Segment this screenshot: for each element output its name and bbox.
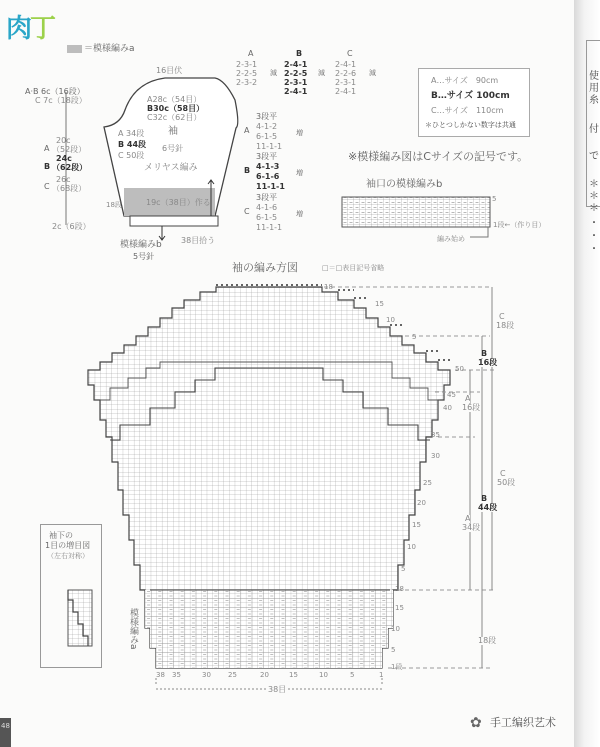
- page-number: 48: [0, 718, 11, 747]
- increase-rule: 11-1-1: [256, 142, 283, 151]
- cap-row-label: 18: [324, 283, 333, 291]
- rib-row-label: 5: [391, 646, 396, 654]
- increase-rule: 6-1-6: [256, 172, 280, 181]
- stitch-label: 5: [350, 671, 355, 679]
- decrease-size-header: B: [296, 49, 303, 58]
- increase-rule: 4-1-3: [256, 162, 280, 171]
- stitch-label: 15: [289, 671, 298, 679]
- length-b-cm: 24c: [56, 154, 72, 163]
- decrease-rule: 2-3-1: [284, 78, 308, 87]
- dimension-size: A: [465, 514, 471, 523]
- dimension-rows: 16段: [462, 403, 481, 412]
- dimension-rows: 50段: [497, 478, 516, 487]
- increase-size-label: B: [244, 166, 251, 175]
- facing-page-char: ＊: [589, 179, 599, 190]
- increase-rule: 3段平: [256, 193, 278, 202]
- cap-row-label: 15: [375, 300, 384, 308]
- dimension-rows: 16段: [478, 358, 498, 367]
- decrease-rule: 2-3-2: [236, 78, 258, 87]
- logo-accent: 丁: [30, 14, 55, 44]
- rib-rows: 18段: [106, 201, 122, 209]
- rib-pattern-label: 模様編みa: [128, 608, 138, 650]
- facing-page-char: 使: [589, 71, 599, 82]
- wechat-icon: ✿: [470, 715, 482, 731]
- cuff-chart-title: 袖口の模様編みb: [366, 179, 443, 190]
- schematic-title: 袖: [168, 126, 178, 137]
- dimension-rows: 18段: [496, 321, 515, 330]
- decrease-rule: 2-3-1: [236, 60, 258, 69]
- facing-page-char: ・: [589, 231, 599, 242]
- rib-pattern-area: [140, 590, 403, 671]
- rib-row-label: 18: [395, 585, 404, 593]
- body-row-label: 50: [455, 365, 464, 373]
- size-legend-box: [418, 68, 530, 137]
- cap-row-label: 10: [386, 316, 395, 324]
- length-c-cm: 26c: [56, 175, 71, 184]
- decrease-label: 減: [318, 69, 325, 77]
- body-row-label: 30: [431, 452, 440, 460]
- decrease-rule: 2-4-1: [284, 87, 308, 96]
- pick-up: 38目拾う: [181, 236, 216, 245]
- main-chart-title: 袖の編み方図: [232, 261, 298, 274]
- facing-page-char: 糸: [589, 95, 599, 106]
- body-row-label: 35: [431, 431, 440, 439]
- body-row-label: 40: [443, 404, 452, 412]
- width-top-a: A28c（54目）: [147, 95, 202, 104]
- cap-height-c: C 7c（18段）: [35, 96, 87, 105]
- stitch-type: メリヤス編み: [144, 163, 198, 173]
- dimension-size: B: [481, 349, 488, 358]
- cuff-chart-grid: [342, 197, 490, 227]
- inset-title-1: 袖下の: [49, 531, 73, 540]
- size-note: ＊ひとつしかない数字は共通: [425, 121, 516, 129]
- increase-rule: 11-1-1: [256, 223, 283, 232]
- decrease-rule: 2-3-1: [335, 78, 357, 87]
- logo-text: 肉: [6, 14, 31, 44]
- rib-row-label: 15: [395, 604, 404, 612]
- facing-page-char: ・: [589, 218, 599, 229]
- stitch-label: 20: [260, 671, 269, 679]
- length-a-rows: （52段）: [52, 145, 87, 154]
- dimension-size: C: [500, 469, 506, 478]
- body-row-label: 10: [407, 543, 416, 551]
- facing-page-char: ・: [589, 244, 599, 255]
- cuff-row-start: 1段←（作り目）: [493, 221, 546, 229]
- facing-page-char: ＊: [589, 203, 599, 214]
- decrease-size-header: C: [347, 49, 353, 58]
- length-a-size: A: [44, 144, 50, 153]
- decrease-rule: 2-2-5: [284, 69, 308, 78]
- decrease-size-header: A: [248, 49, 254, 58]
- increase-label: 増: [296, 129, 303, 137]
- inset-title-2: 1目の増目図: [45, 541, 91, 550]
- increase-rule: 6-1-5: [256, 213, 278, 222]
- rows-body-a: A 34段: [118, 129, 145, 138]
- needle-size: 6号針: [162, 144, 184, 153]
- rib-row-label: 10: [391, 625, 400, 633]
- decrease-rule: 2-2-5: [236, 69, 258, 78]
- increase-size-label: A: [244, 126, 250, 135]
- dimension-rows: 44段: [478, 503, 498, 512]
- increase-rule: 4-1-2: [256, 122, 278, 131]
- dimension-size: B: [481, 494, 488, 503]
- dimension-rows: 18段: [478, 636, 497, 645]
- increase-detail-inset: [40, 524, 102, 668]
- increase-rule: 3段平: [256, 112, 278, 121]
- facing-page-char: 用: [589, 83, 599, 94]
- dimension-size: C: [499, 312, 505, 321]
- length-a-cm: 20c: [56, 136, 71, 145]
- width-top-c: C32c（62目）: [147, 113, 202, 122]
- cap-bind-off: 16目伏: [156, 66, 183, 75]
- increase-rule: 6-1-5: [256, 132, 278, 141]
- length-b-size: B: [44, 162, 51, 171]
- length-c-rows: （68段）: [52, 184, 87, 193]
- stitch-label: 1: [379, 671, 384, 679]
- cuff-row-top: 5: [492, 195, 497, 203]
- length-c-size: C: [44, 182, 50, 191]
- cap-height-ab: A·B 6c（16段）: [25, 87, 85, 96]
- body-row-label: 45: [447, 391, 456, 399]
- stitch-label: 30: [202, 671, 211, 679]
- stitch-label: 35: [172, 671, 181, 679]
- decrease-rule: 2-4-1: [335, 60, 357, 69]
- inset-title-3: （左右対称）: [47, 552, 89, 560]
- legend-swatch: [67, 45, 82, 53]
- chart-note: ※模様編み図はCサイズの記号です。: [348, 150, 529, 163]
- stitch-label: 38: [156, 671, 165, 679]
- cuff-rect: [130, 216, 218, 226]
- stitch-label: 25: [228, 671, 237, 679]
- main-chart-note: □＝□表目記号省略: [322, 264, 385, 272]
- facing-page-char: 付: [589, 124, 599, 135]
- facing-page-char: で: [589, 151, 599, 162]
- decrease-label: 減: [270, 69, 277, 77]
- body-row-label: 5: [401, 565, 406, 573]
- dimension-lines: [470, 287, 492, 668]
- increase-size-label: C: [244, 207, 250, 216]
- dimension-rows: 34段: [462, 523, 481, 532]
- increase-rule: 11-1-1: [256, 182, 285, 191]
- size-b: B…サイズ 100cm: [431, 91, 510, 101]
- stitch-label: 10: [319, 671, 328, 679]
- cuff-height: 2c（6段）: [52, 222, 91, 231]
- increase-label: 増: [296, 169, 303, 177]
- size-c: C…サイズ 110cm: [431, 106, 504, 115]
- cuff-start-label: 編み始め: [437, 235, 465, 243]
- dimension-size: A: [465, 394, 471, 403]
- decrease-label: 減: [369, 69, 376, 77]
- increase-rule: 3段平: [256, 152, 278, 161]
- size-a: A…サイズ 90cm: [431, 76, 499, 85]
- watermark: 手工编织艺术: [490, 716, 556, 729]
- width-top-b: B30c（58目）: [147, 104, 205, 113]
- cast-on: 19c（38目）作る: [146, 198, 211, 207]
- body-row-label: 15: [412, 521, 421, 529]
- cuff-start-pointer: [470, 227, 488, 237]
- width-label: 38目: [268, 685, 287, 694]
- facing-page-char: ＊: [589, 191, 599, 202]
- cuff-needle: 5号針: [133, 252, 155, 261]
- decrease-rule: 2-4-1: [284, 60, 308, 69]
- decrease-rule: 2-4-1: [335, 87, 357, 96]
- legend-label: ＝模様編みa: [84, 44, 135, 54]
- body-row-label: 20: [417, 499, 426, 507]
- increase-rule: 4-1-6: [256, 203, 278, 212]
- rib-row-label: 1段: [391, 663, 403, 671]
- cap-row-label: 5: [412, 333, 417, 341]
- decrease-rule: 2-2-6: [335, 69, 357, 78]
- body-row-label: 25: [423, 479, 432, 487]
- rows-body-c: C 50段: [118, 151, 145, 160]
- increase-label: 増: [296, 210, 303, 218]
- length-b-rows: （62段）: [52, 163, 88, 172]
- cuff-pattern: 模様編みb: [120, 240, 162, 250]
- rows-body-b: B 44段: [118, 140, 147, 149]
